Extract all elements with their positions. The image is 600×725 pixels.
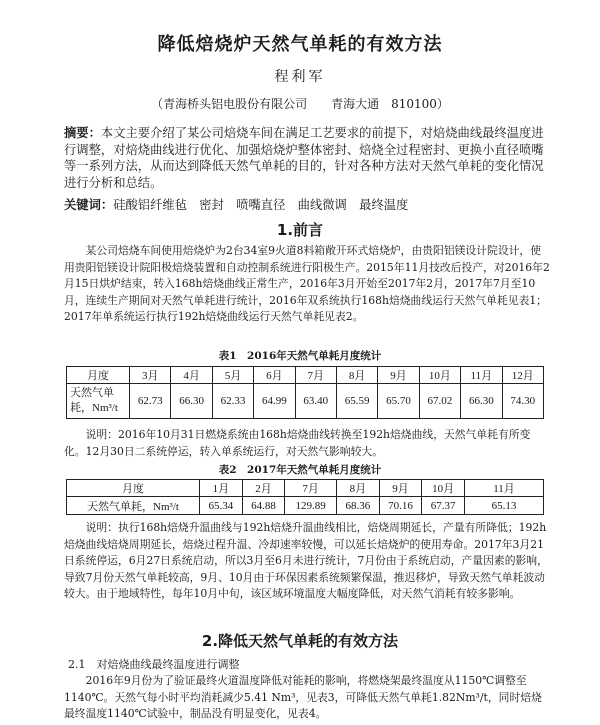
keywords (64, 195, 564, 213)
table2-month: 7月 (285, 480, 337, 497)
section2-heading: 2.降低天然气单耗的有效方法 (201, 632, 399, 650)
table2-caption: 表2 2017年天然气单耗月度统计 (218, 464, 382, 476)
table1-value: 67.02 (419, 384, 460, 419)
table1-value: 64.99 (254, 384, 295, 419)
section2-paragraph-1: 2016年9月份为了验证最终火道温度降低对能耗的影响，将燃烧架最终温度从1150℃调整至1140℃。天然气每小时平均消耗减少5.41 Nm³，见表3，可降低天然气单耗1.82Nm³/t，同时焙烧最终温度1140℃试验中，制品没有明显变化，见表4。 (64, 674, 542, 721)
table1-value-row (67, 384, 544, 419)
table1-value: 65.59 (336, 384, 377, 419)
table2-value: 70.16 (379, 497, 422, 515)
table1-row-label (67, 384, 130, 419)
table1-value: 63.40 (295, 384, 336, 419)
section1-paragraph-1: 某公司焙烧车间使用焙烧炉为2台34室9火道8料箱敞开环式焙烧炉，由贵阳铝镁设计院设计，使用贵阳铝镁设计院阳极焙烧装置和自动控制系统进行阳极生产。2015年11月技改后投产，对2016年2月15日烘炉结束，转入168h焙烧曲线正常生产，2016年3月开始至2017年2月，2017年7月至10月，连续生产期间对天然气单耗进行统计，2016年双系统执行168h焙烧曲线运行天然气单耗见表1；2017年单系统运行执行192h焙烧曲线运行天然气单耗见表2。 (64, 244, 550, 324)
table1-value: 66.30 (461, 384, 502, 419)
abstract-label: 摘要： (64, 126, 101, 140)
table1-month: 11月 (461, 367, 502, 384)
table2-value: 68.36 (337, 497, 380, 515)
section1-paragraph-3: 说明：执行168h焙烧升温曲线与192h焙烧升温曲线相比，焙烧周期延长，产量有所降低；192h焙烧曲线焙烧周期延长，焙烧过程升温、冷却速率较慢，可以延长焙烧炉的使用寿命。2017年3月21日系统停运，6月27日系统启动，所以3月至6月未进行统计，7月份由于系统启动，产量因素的影响，导致7月份天然气单耗较高，9月、10月由于环保因素系统频繁保温，推迟移炉，导致天然气单耗波动较大。由于地域特性，每年10月中旬，该区域环境温度大幅度降低，对天然气消耗有较多影响。 (64, 521, 548, 601)
table2-value: 67.37 (422, 497, 465, 515)
table1-month: 7月 (295, 367, 336, 384)
abstract-text: 本文主要介绍了某公司焙烧车间在满足工艺要求的前提下，对焙烧曲线最终温度进行调整，对焙烧曲线进行优化、加强焙烧炉整体密封、焙烧全过程密封、更换小直径喷嘴等一系列方法，从而达到降低天然气单耗的目的，针对各种方法对天然气单耗的变化情况进行分析和总结。 (64, 126, 544, 191)
table1-value: 66.30 (171, 384, 212, 419)
table2-value: 65.34 (200, 497, 243, 515)
table1-row-label-line2: 耗，Nm³/t (70, 402, 118, 414)
table1-month: 5月 (212, 367, 253, 384)
table1-value: 62.33 (212, 384, 253, 419)
table1-month: 6月 (254, 367, 295, 384)
table2-month: 2月 (242, 480, 285, 497)
table2-month: 1月 (200, 480, 243, 497)
table2-value: 129.89 (285, 497, 337, 515)
table2-month: 10月 (422, 480, 465, 497)
table1-month: 9月 (378, 367, 419, 384)
table2-row-label: 天然气单耗，Nm³/t (67, 497, 200, 515)
paper-title: 降低焙烧炉天然气单耗的有效方法 (157, 34, 443, 55)
table2-month: 8月 (337, 480, 380, 497)
table1-value: 62.73 (130, 384, 171, 419)
table1-value: 65.70 (378, 384, 419, 419)
author-name: 程利军 (274, 69, 326, 85)
table1-month: 10月 (419, 367, 460, 384)
table2-value: 64.88 (242, 497, 285, 515)
table1-header-row (67, 367, 544, 384)
table2-value-row (67, 497, 544, 515)
table1 (66, 366, 544, 419)
keywords-text: 硅酸铝纤维毡 密封 喷嘴直径 曲线微调 最终温度 (113, 198, 409, 212)
table2-header-label: 月度 (67, 480, 200, 497)
abstract (64, 125, 550, 192)
table2-value: 65.13 (465, 497, 544, 515)
table2-month: 11月 (465, 480, 544, 497)
table1-row-label-line1: 天然气单 (70, 387, 114, 399)
table1-value: 74.30 (502, 384, 543, 419)
section2-subheading: 2.1 对焙烧曲线最终温度进行调整 (68, 658, 240, 671)
affiliation: （青海桥头铝电股份有限公司 青海大通 810100） (151, 97, 449, 111)
table1-caption: 表1 2016年天然气单耗月度统计 (218, 350, 382, 362)
table1-month: 12月 (502, 367, 543, 384)
table2-header-row (67, 480, 544, 497)
section1-paragraph-2: 说明：2016年10月31日燃烧系统由168h焙烧曲线转换至192h焙烧曲线，天然气单耗有所变化。12月30日二系统停运，转入单系统运行，对天然气影响较大。 (64, 428, 531, 458)
table2 (66, 479, 544, 515)
keywords-label: 关键词： (64, 198, 114, 212)
table1-month: 3月 (130, 367, 171, 384)
table2-month: 9月 (379, 480, 422, 497)
table1-month: 8月 (336, 367, 377, 384)
table1-month: 4月 (171, 367, 212, 384)
table1-header-label: 月度 (67, 367, 130, 384)
section1-heading: 1.前言 (276, 221, 324, 239)
